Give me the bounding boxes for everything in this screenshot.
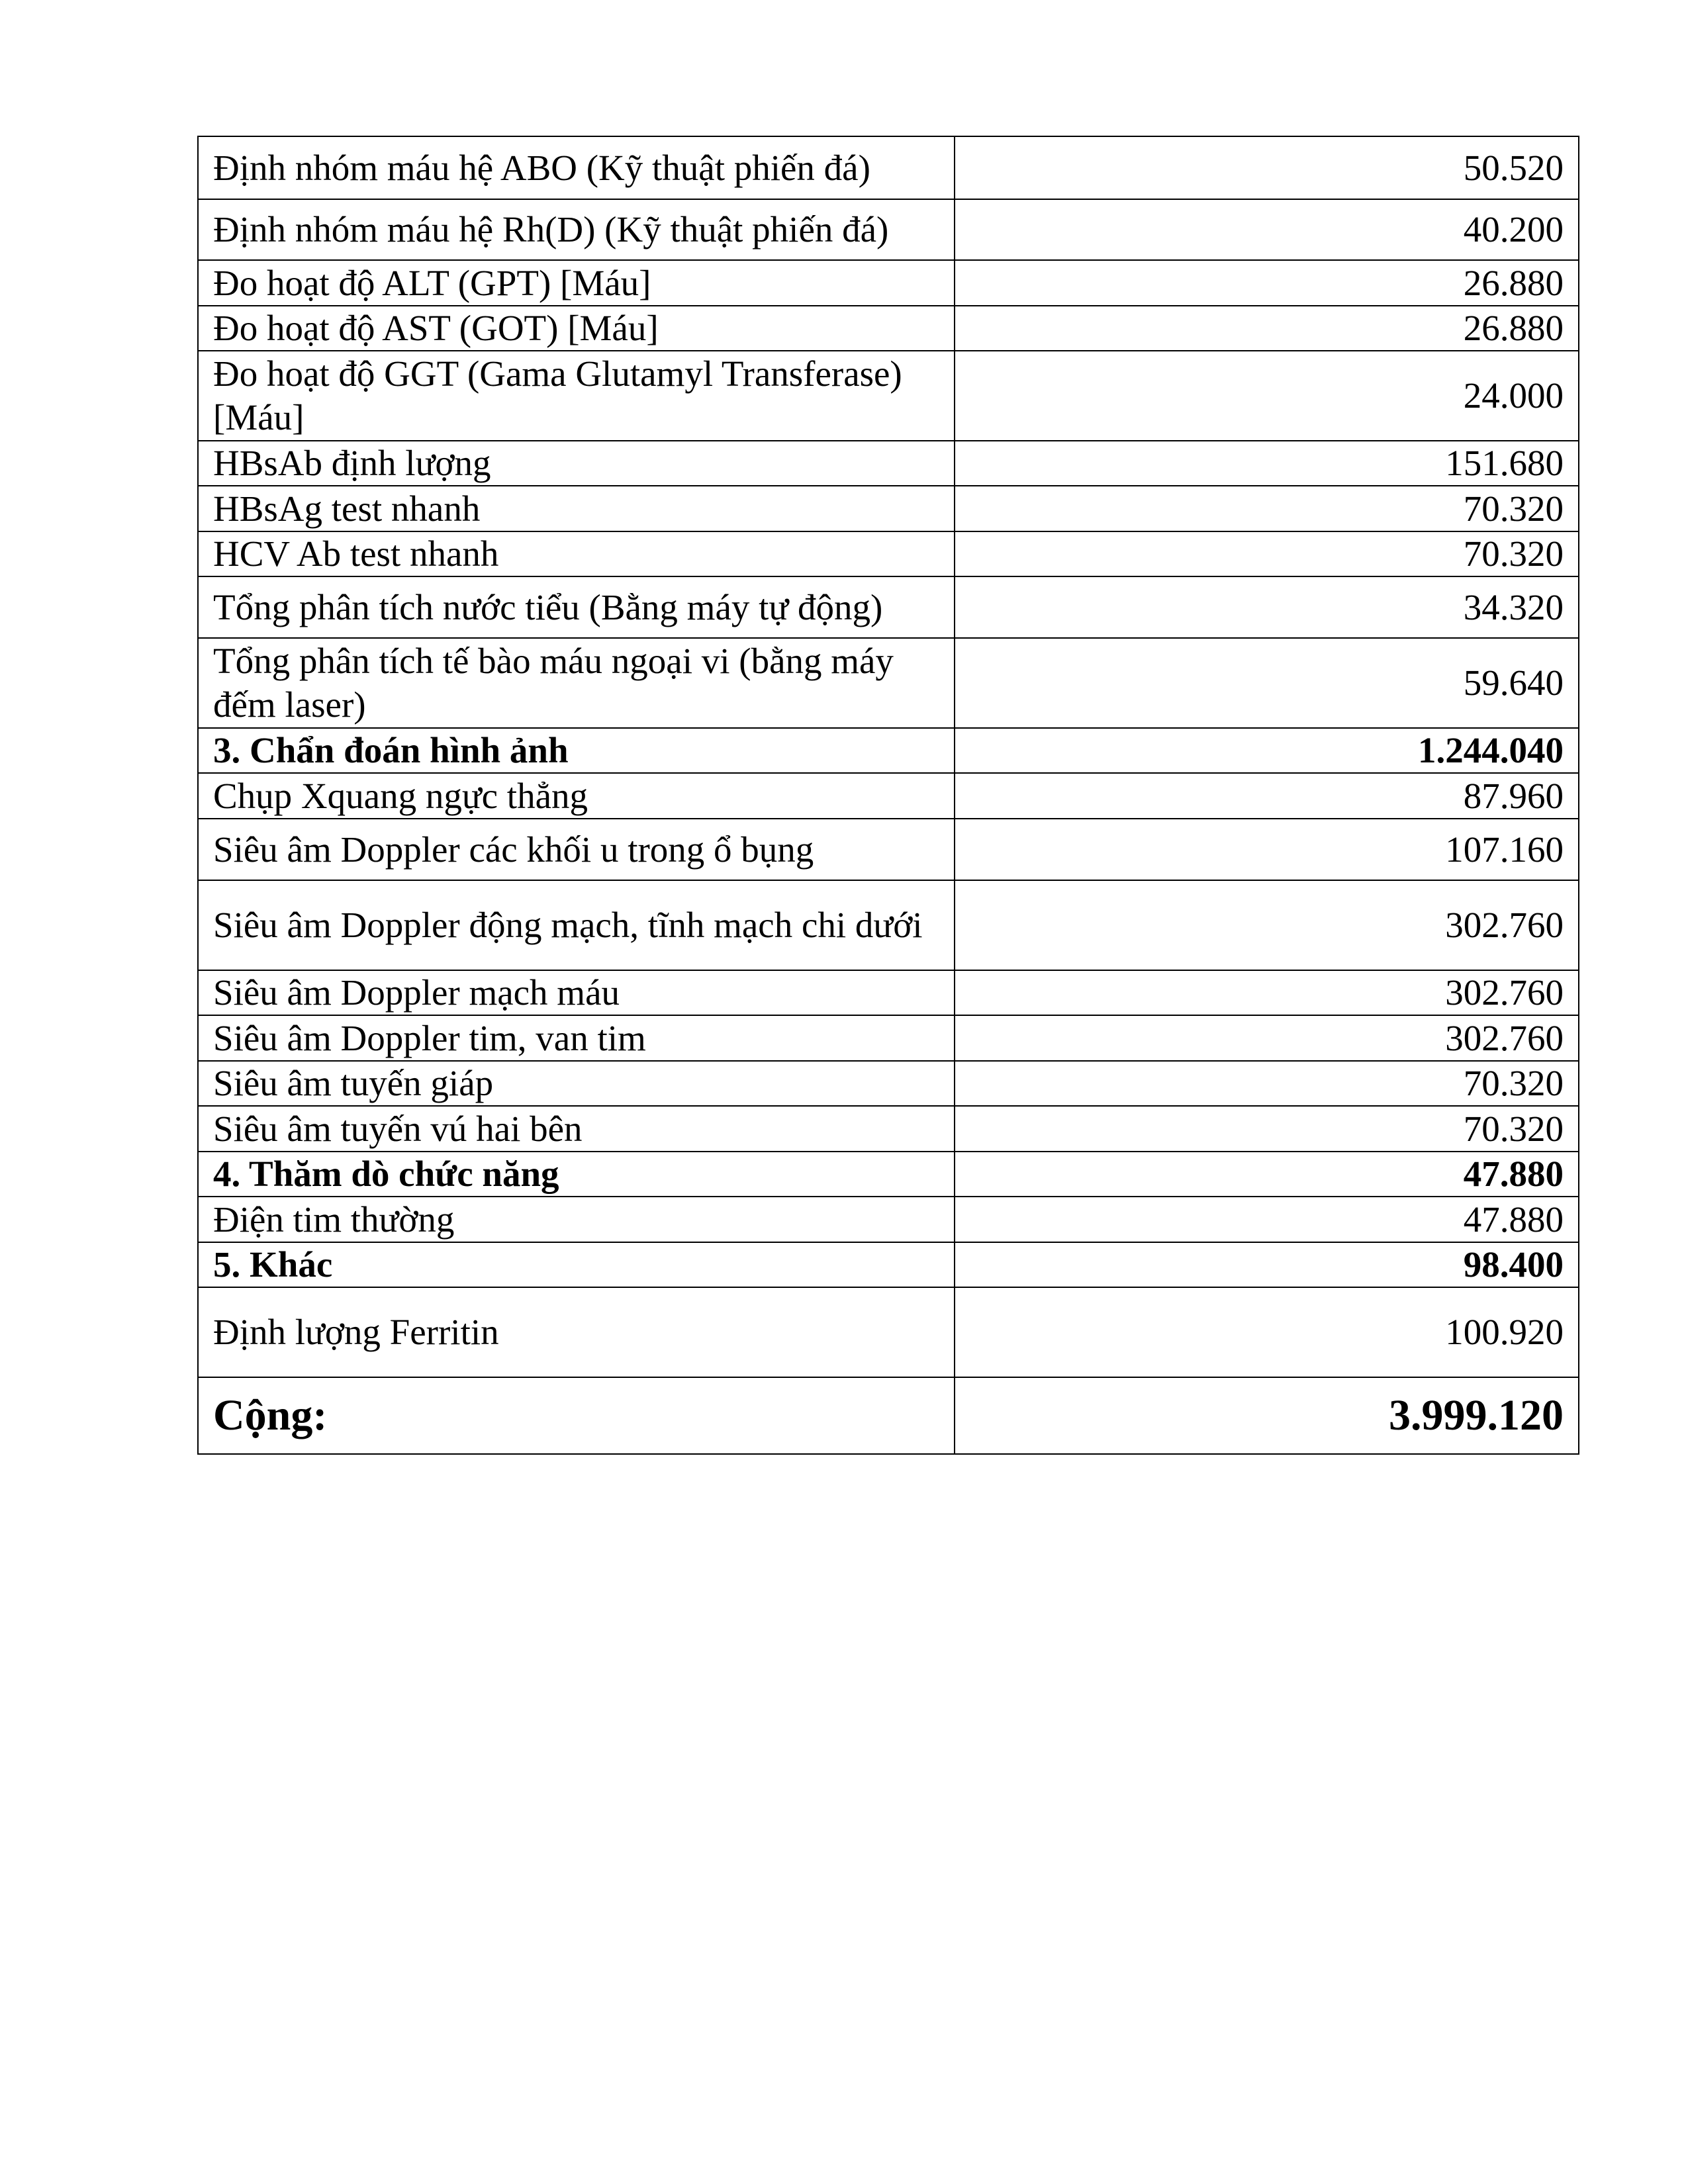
service-price: 34.320 <box>955 576 1579 638</box>
section-subtotal: 47.880 <box>955 1152 1579 1197</box>
service-price: 107.160 <box>955 819 1579 880</box>
total-label: Cộng: <box>198 1377 955 1454</box>
table-row <box>198 1197 1579 1242</box>
service-name: Siêu âm Doppler mạch máu <box>198 970 955 1015</box>
total-row <box>198 1377 1579 1454</box>
table-row <box>198 773 1579 819</box>
section-subtotal: 98.400 <box>955 1242 1579 1287</box>
service-name: Tổng phân tích tế bào máu ngoại vi (bằng máy đếm laser) <box>198 638 955 728</box>
section-row <box>198 1152 1579 1197</box>
section-title: 3. Chẩn đoán hình ảnh <box>198 728 955 773</box>
service-name: HBsAg test nhanh <box>198 486 955 531</box>
table-row <box>198 199 1579 260</box>
service-price: 302.760 <box>955 880 1579 970</box>
service-name: Tổng phân tích nước tiểu (Bằng máy tự động) <box>198 576 955 638</box>
table-row <box>198 531 1579 576</box>
service-name: Chụp Xquang ngực thẳng <box>198 773 955 819</box>
service-name: Siêu âm tuyến giáp <box>198 1061 955 1106</box>
service-price: 87.960 <box>955 773 1579 819</box>
service-price: 26.880 <box>955 306 1579 351</box>
table-row <box>198 1015 1579 1061</box>
table-row <box>198 441 1579 486</box>
service-name: Siêu âm tuyến vú hai bên <box>198 1106 955 1152</box>
service-name: Định lượng Ferritin <box>198 1287 955 1377</box>
table-row <box>198 486 1579 531</box>
table-row <box>198 136 1579 199</box>
table-row <box>198 306 1579 351</box>
document-page <box>197 136 1578 1455</box>
service-name: Siêu âm Doppler tim, van tim <box>198 1015 955 1061</box>
service-price: 100.920 <box>955 1287 1579 1377</box>
service-price: 70.320 <box>955 1106 1579 1152</box>
service-price: 47.880 <box>955 1197 1579 1242</box>
service-price: 26.880 <box>955 260 1579 306</box>
service-price: 50.520 <box>955 136 1579 199</box>
section-title: 4. Thăm dò chức năng <box>198 1152 955 1197</box>
service-name: Siêu âm Doppler các khối u trong ổ bụng <box>198 819 955 880</box>
service-name: Điện tim thường <box>198 1197 955 1242</box>
table-row <box>198 819 1579 880</box>
service-name: HCV Ab test nhanh <box>198 531 955 576</box>
service-price: 40.200 <box>955 199 1579 260</box>
service-name: Định nhóm máu hệ ABO (Kỹ thuật phiến đá) <box>198 136 955 199</box>
total-amount: 3.999.120 <box>955 1377 1579 1454</box>
table-body <box>198 136 1579 1454</box>
service-name: HBsAb định lượng <box>198 441 955 486</box>
section-row <box>198 1242 1579 1287</box>
service-name: Siêu âm Doppler động mạch, tĩnh mạch chi dưới <box>198 880 955 970</box>
service-name: Đo hoạt độ GGT (Gama Glutamyl Transferase) [Máu] <box>198 351 955 441</box>
section-row <box>198 728 1579 773</box>
section-subtotal: 1.244.040 <box>955 728 1579 773</box>
section-title: 5. Khác <box>198 1242 955 1287</box>
service-name: Đo hoạt độ ALT (GPT) [Máu] <box>198 260 955 306</box>
service-price: 70.320 <box>955 531 1579 576</box>
table-row <box>198 1061 1579 1106</box>
table-row <box>198 970 1579 1015</box>
service-price-table <box>197 136 1579 1455</box>
table-row <box>198 638 1579 728</box>
table-row <box>198 880 1579 970</box>
table-row <box>198 1287 1579 1377</box>
table-row <box>198 260 1579 306</box>
service-price: 151.680 <box>955 441 1579 486</box>
service-price: 70.320 <box>955 486 1579 531</box>
service-price: 302.760 <box>955 1015 1579 1061</box>
service-price: 302.760 <box>955 970 1579 1015</box>
service-price: 24.000 <box>955 351 1579 441</box>
service-price: 59.640 <box>955 638 1579 728</box>
table-row <box>198 576 1579 638</box>
service-name: Định nhóm máu hệ Rh(D) (Kỹ thuật phiến đá) <box>198 199 955 260</box>
service-name: Đo hoạt độ AST (GOT) [Máu] <box>198 306 955 351</box>
service-price: 70.320 <box>955 1061 1579 1106</box>
table-row <box>198 351 1579 441</box>
table-row <box>198 1106 1579 1152</box>
